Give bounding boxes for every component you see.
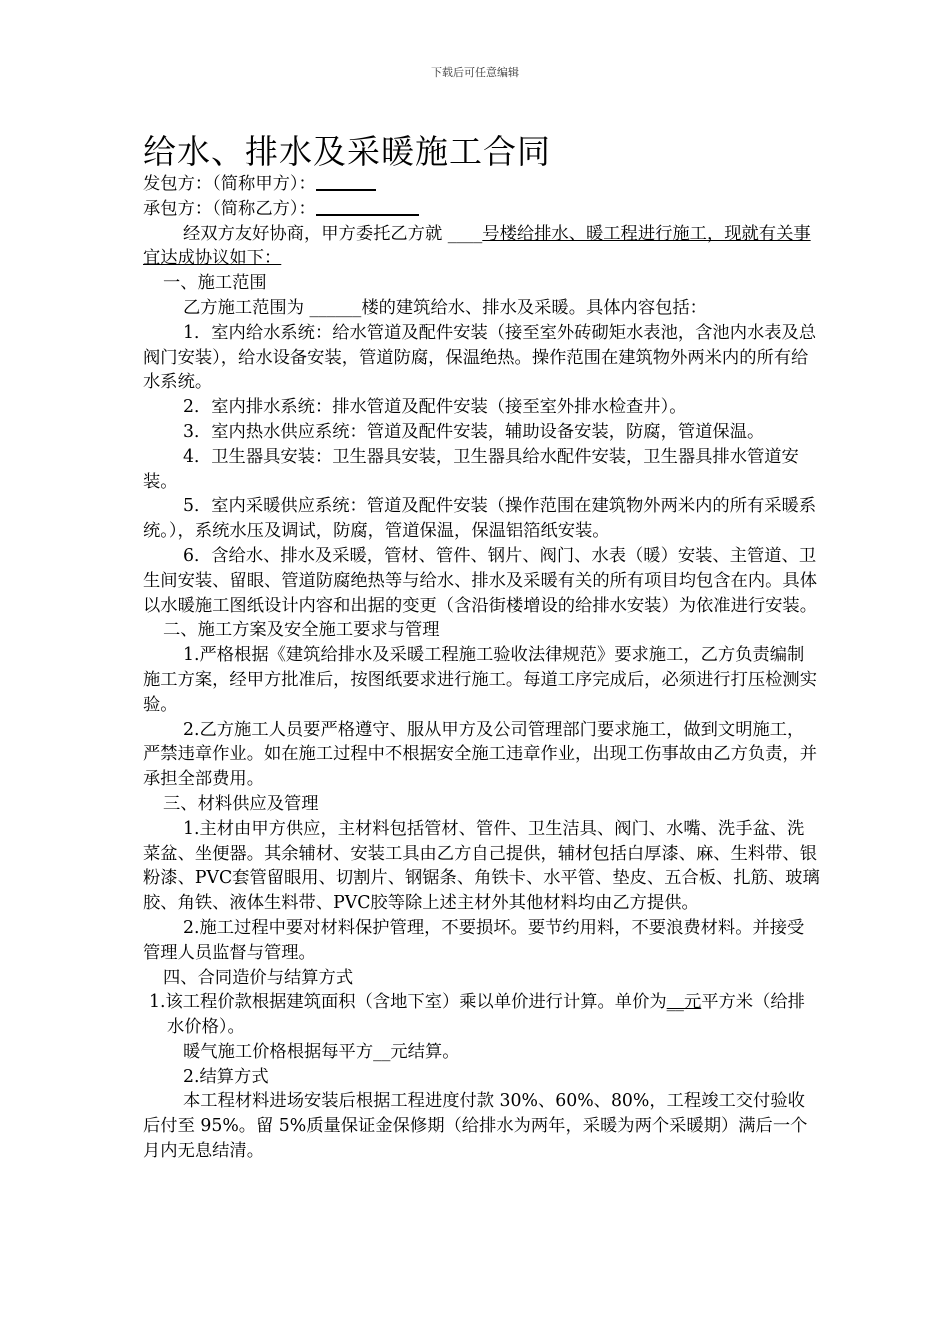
intro-text-a: 经双方友好协商，甲方委托乙方就	[183, 223, 448, 244]
heating-paragraph	[143, 1040, 821, 1065]
party-a-label: 发包方：（简称甲方）：	[143, 174, 316, 194]
scope-text-b: 楼的建筑给水、排水及采暖。具体内容包括：	[361, 297, 707, 318]
scope-item: 6．含给水、排水及采暖，管材、管件、钢片、阀门、水表（暖）安装、主管道、卫生间安装、留眼、管道防腐绝热等与给水、排水及采暖有关的所有项目均包含在内。具体以水暖施工图纸设计内容和出据的变更（含沿街楼增设的给排水安装）为依准进行安装。	[143, 545, 817, 616]
scope-paragraph	[143, 296, 821, 321]
intro-paragraph	[143, 222, 821, 272]
settlement-heading: 2.结算方式	[183, 1066, 269, 1087]
heating-text-b: 元结算。	[390, 1041, 460, 1062]
section4-heading: 四、合同造价与结算方式	[163, 967, 354, 988]
heating-text-a: 暖气施工价格根据每平方	[183, 1041, 374, 1062]
section2-item: 1.严格根据《建筑给排水及采暖工程施工验收法律规范》要求施工，乙方负责编制施工方案，经甲方批准后，按图纸要求进行施工。每道工序完成后，必须进行打压检测实验。	[143, 645, 817, 715]
section2-heading: 二、施工方案及安全施工要求与管理	[163, 620, 440, 641]
party-b-line	[143, 197, 821, 222]
document-body	[143, 172, 821, 1164]
scope-blank: ______	[309, 297, 362, 318]
header-note: 下载后可任意编辑	[431, 66, 519, 79]
scope-item: 1．室内给水系统：给水管道及配件安装（接至室外砖砌矩水表池，含池内水表及总阀门安装），给水设备安装，管道防腐，保温绝热。操作范围在建筑物外两米内的所有给水系统。	[143, 322, 817, 393]
section3-item: 1.主材由甲方供应，主材料包括管材、管件、卫生洁具、阀门、水嘴、洗手盆、洗菜盆、坐便器。其余辅材、安装工具由乙方自己提供，辅材包括白厚漆、麻、生料带、银粉漆、PVC套管留眼用、切割片、钢锯条、角铁卡、水平管、垫皮、五合板、扎筋、玻璃胶、角铁、液体生料带、PVC胶等除上述主材外其他材料均由乙方提供。	[143, 818, 820, 914]
scope-item: 5．室内采暖供应系统：管道及配件安装（操作范围在建筑物外两米内的所有采暖系统。），系统水压及调试，防腐，管道保温，保温铝箔纸安装。	[143, 496, 817, 542]
party-a-blank	[316, 173, 376, 191]
scope-item: 3．室内热水供应系统：管道及配件安装，辅助设备安装，防腐，管道保温。	[183, 421, 765, 442]
price-text-a: 1.该工程价款根据建筑面积（含地下室）乘以单价进行计算。单价为	[149, 992, 667, 1013]
scope-item: 4．卫生器具安装：卫生器具安装，卫生器具给水配件安装，卫生器具排水管道安装。	[143, 446, 799, 492]
document-title: 给水、排水及采暖施工合同	[143, 132, 551, 171]
heating-blank: __	[373, 1041, 391, 1062]
intro-text-b: 号楼给排水、暖工程进行施工，现就有关事宜达成协议如下：	[143, 223, 811, 269]
party-a-line	[143, 172, 821, 197]
price-blank: __元	[666, 992, 702, 1013]
section1-heading: 一、施工范围	[163, 273, 267, 294]
scope-text-a: 乙方施工范围为	[183, 297, 310, 318]
party-b-label: 承包方：（简称乙方）：	[143, 198, 316, 219]
scope-item: 2．室内排水系统：排水管道及配件安装（接至室外排水检查井）。	[183, 397, 687, 418]
price-text-b: 平方米（给排水价格）。	[167, 992, 805, 1038]
section3-heading: 三、材料供应及管理	[163, 793, 319, 814]
section3-item: 2.施工过程中要对材料保护管理，不要损坏。要节约用料，不要浪费材料。并接受管理人员监督与管理。	[143, 917, 805, 963]
price-paragraph	[143, 990, 821, 1040]
section2-item: 2.乙方施工人员要严格遵守、服从甲方及公司管理部门要求施工，做到文明施工，严禁违章作业。如在施工过程中不根据安全施工违章作业，出现工伤事故由乙方负责，并承担全部费用。	[143, 719, 817, 790]
settlement-paragraph: 本工程材料进场安装后根据工程进度付款 30%、60%、80%，工程竣工交付验收后付至 95%。留 5%质量保证金保修期（给排水为两年，采暖为两个采暖期）满后一个月内无息结清。	[143, 1091, 808, 1162]
intro-blank: ____	[447, 223, 483, 244]
party-b-blank	[316, 198, 419, 216]
